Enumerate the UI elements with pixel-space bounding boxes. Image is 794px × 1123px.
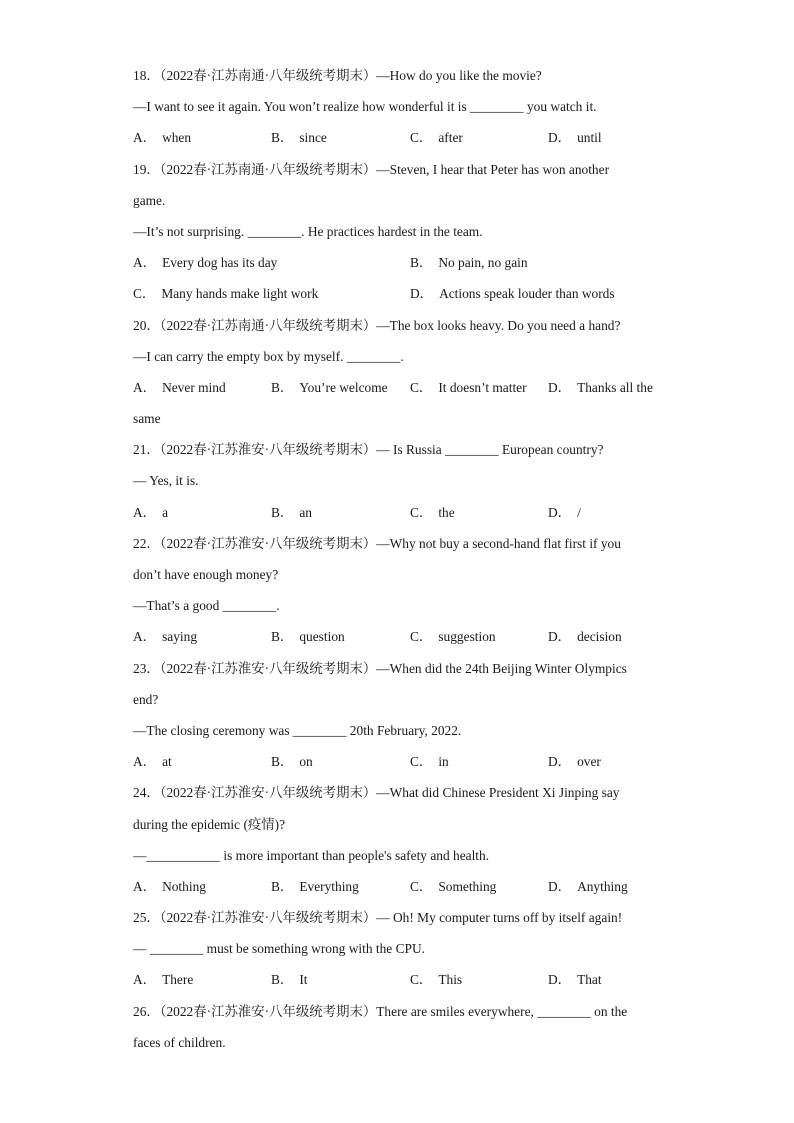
option-a[interactable] (133, 497, 168, 528)
option-text: Every dog has its day (162, 255, 278, 271)
question-block (133, 996, 663, 1058)
option-text: until (577, 130, 602, 146)
option-c[interactable] (410, 746, 449, 777)
option-text: It (299, 972, 308, 988)
option-d[interactable] (548, 497, 581, 528)
option-d[interactable] (548, 372, 653, 403)
option-a[interactable] (133, 372, 226, 403)
option-text: Many hands make light work (161, 286, 319, 302)
option-text: decision (577, 629, 622, 645)
question-block (133, 434, 663, 528)
option-d[interactable] (548, 621, 622, 652)
option-text: / (577, 504, 581, 520)
options-row (133, 871, 663, 902)
option-text: Something (438, 878, 497, 894)
option-c[interactable] (410, 497, 455, 528)
question-stem: 19．（2022春·江苏南通·八年级统考期末）—Steven, I hear that Peter has won another (133, 161, 610, 177)
option-text: This (438, 972, 463, 988)
option-text: in (438, 754, 449, 770)
question-stem: 23．（2022春·江苏淮安·八年级统考期末）—When did the 24th Beijing Winter Olympics (133, 660, 627, 676)
options-row (133, 497, 663, 528)
option-key: A． (133, 754, 157, 770)
question-stem: 20．（2022春·江苏南通·八年级统考期末）—The box looks heavy. Do you need a hand? (133, 317, 621, 333)
option-key: D． (548, 754, 572, 770)
option-key: A． (133, 878, 157, 894)
option-key: D． (548, 878, 572, 894)
question-line: faces of children. (133, 1034, 226, 1050)
option-key: C． (410, 130, 433, 146)
question-line: —I can carry the empty box by myself. ________. (133, 348, 404, 364)
option-key: B． (271, 754, 294, 770)
question-block (133, 154, 663, 310)
option-key: C． (133, 286, 156, 302)
question-stem: 18．（2022春·江苏南通·八年级统考期末）—How do you like the movie? (133, 68, 542, 83)
question-line: end? (133, 691, 159, 707)
option-key: B． (271, 878, 294, 894)
option-d[interactable] (548, 964, 602, 995)
option-a[interactable] (133, 122, 191, 153)
option-b[interactable] (271, 746, 313, 777)
option-key: C． (410, 379, 433, 395)
option-d[interactable] (548, 746, 601, 777)
option-b[interactable] (410, 247, 528, 278)
option-text: on (299, 754, 313, 770)
option-key: B． (271, 972, 294, 988)
option-text: the (438, 504, 455, 520)
option-c[interactable] (410, 122, 463, 153)
option-b[interactable] (271, 372, 388, 403)
option-text: since (299, 130, 327, 146)
option-key: C． (410, 972, 433, 988)
option-a[interactable] (133, 621, 197, 652)
option-key: A． (133, 379, 157, 395)
question-block (133, 60, 663, 154)
option-a[interactable] (133, 247, 277, 278)
option-d[interactable] (548, 122, 602, 153)
option-a[interactable] (133, 746, 172, 777)
option-c[interactable] (410, 621, 496, 652)
option-c[interactable] (133, 278, 318, 309)
option-key: D． (548, 379, 572, 395)
question-line: during the epidemic (疫情)? (133, 816, 286, 832)
option-key: D． (410, 286, 434, 302)
option-key: A． (133, 629, 157, 645)
options-row (133, 621, 663, 652)
option-text: No pain, no gain (438, 255, 528, 271)
option-b[interactable] (271, 871, 359, 902)
option-b[interactable] (271, 621, 345, 652)
option-key: D． (548, 629, 572, 645)
question-line: —It’s not surprising. ________. He practices hardest in the team. (133, 223, 483, 239)
question-block (133, 528, 663, 653)
option-text: Nothing (162, 878, 206, 894)
option-d[interactable] (410, 278, 615, 309)
question-line: — ________ must be something wrong with the CPU. (133, 941, 425, 957)
option-text: saying (162, 629, 198, 645)
option-text: Never mind (162, 379, 226, 395)
options-row (133, 278, 663, 309)
question-block (133, 777, 663, 902)
option-continuation: same (133, 411, 161, 427)
option-b[interactable] (271, 964, 308, 995)
option-text: That (577, 972, 602, 988)
option-c[interactable] (410, 372, 527, 403)
question-line: don’t have enough money? (133, 567, 279, 582)
option-key: A． (133, 504, 157, 520)
question-block (133, 902, 663, 996)
option-text: Everything (299, 878, 359, 894)
option-text: There (162, 972, 194, 988)
option-text: Actions speak louder than words (439, 286, 615, 302)
option-text: when (162, 130, 192, 146)
question-stem: 21．（2022春·江苏淮安·八年级统考期末）— Is Russia ________ European country? (133, 442, 604, 458)
question-line: game. (133, 192, 166, 208)
options-row (133, 247, 663, 278)
option-key: B． (271, 130, 294, 146)
option-text: at (162, 754, 172, 770)
option-key: C． (410, 504, 433, 520)
question-stem: 22．（2022春·江苏淮安·八年级统考期末）—Why not buy a second-hand flat first if you (133, 535, 621, 551)
option-key: D． (548, 130, 572, 146)
option-key: C． (410, 878, 433, 894)
question-block (133, 310, 663, 435)
options-row (133, 746, 663, 777)
option-key: D． (548, 972, 572, 988)
option-key: A． (133, 972, 157, 988)
option-text: over (577, 754, 601, 770)
question-line: —___________ is more important than people's safety and health. (133, 847, 490, 863)
question-line: —The closing ceremony was ________ 20th February, 2022. (133, 722, 462, 738)
question-line: —That’s a good ________. (133, 598, 280, 614)
question-line: —I want to see it again. You won’t realize how wonderful it is ________ you watch it. (133, 99, 597, 115)
option-text: an (299, 504, 312, 520)
option-key: A． (133, 130, 157, 146)
question-stem: 26．（2022春·江苏淮安·八年级统考期末）There are smiles everywhere, ________ on the (133, 1003, 628, 1019)
option-d[interactable] (548, 871, 628, 902)
option-key: C． (410, 754, 433, 770)
option-text: Thanks all the (577, 379, 653, 395)
option-text: a (162, 504, 169, 520)
option-key: B． (271, 504, 294, 520)
option-text: after (438, 130, 463, 146)
option-text: question (299, 629, 345, 645)
option-key: B． (271, 379, 294, 395)
option-c[interactable] (410, 871, 496, 902)
option-b[interactable] (271, 122, 327, 153)
option-text: You’re welcome (299, 379, 388, 395)
option-text: It doesn’t matter (438, 379, 527, 395)
option-text: Anything (577, 878, 628, 894)
option-b[interactable] (271, 497, 312, 528)
worksheet-page (133, 60, 663, 1058)
option-key: C． (410, 629, 433, 645)
option-a[interactable] (133, 871, 206, 902)
option-c[interactable] (410, 964, 462, 995)
question-stem: 25．（2022春·江苏淮安·八年级统考期末）— Oh! My computer turns off by itself again! (133, 910, 623, 926)
options-row (133, 372, 663, 403)
option-key: D． (548, 504, 572, 520)
options-row (133, 122, 663, 153)
option-key: B． (271, 629, 294, 645)
option-a[interactable] (133, 964, 193, 995)
question-block (133, 653, 663, 778)
options-row (133, 964, 663, 995)
question-stem: 24．（2022春·江苏淮安·八年级统考期末）—What did Chinese President Xi Jinping say (133, 785, 620, 801)
option-text: suggestion (438, 629, 496, 645)
question-line: — Yes, it is. (133, 473, 199, 489)
option-key: A． (133, 255, 157, 271)
option-key: B． (410, 255, 433, 271)
